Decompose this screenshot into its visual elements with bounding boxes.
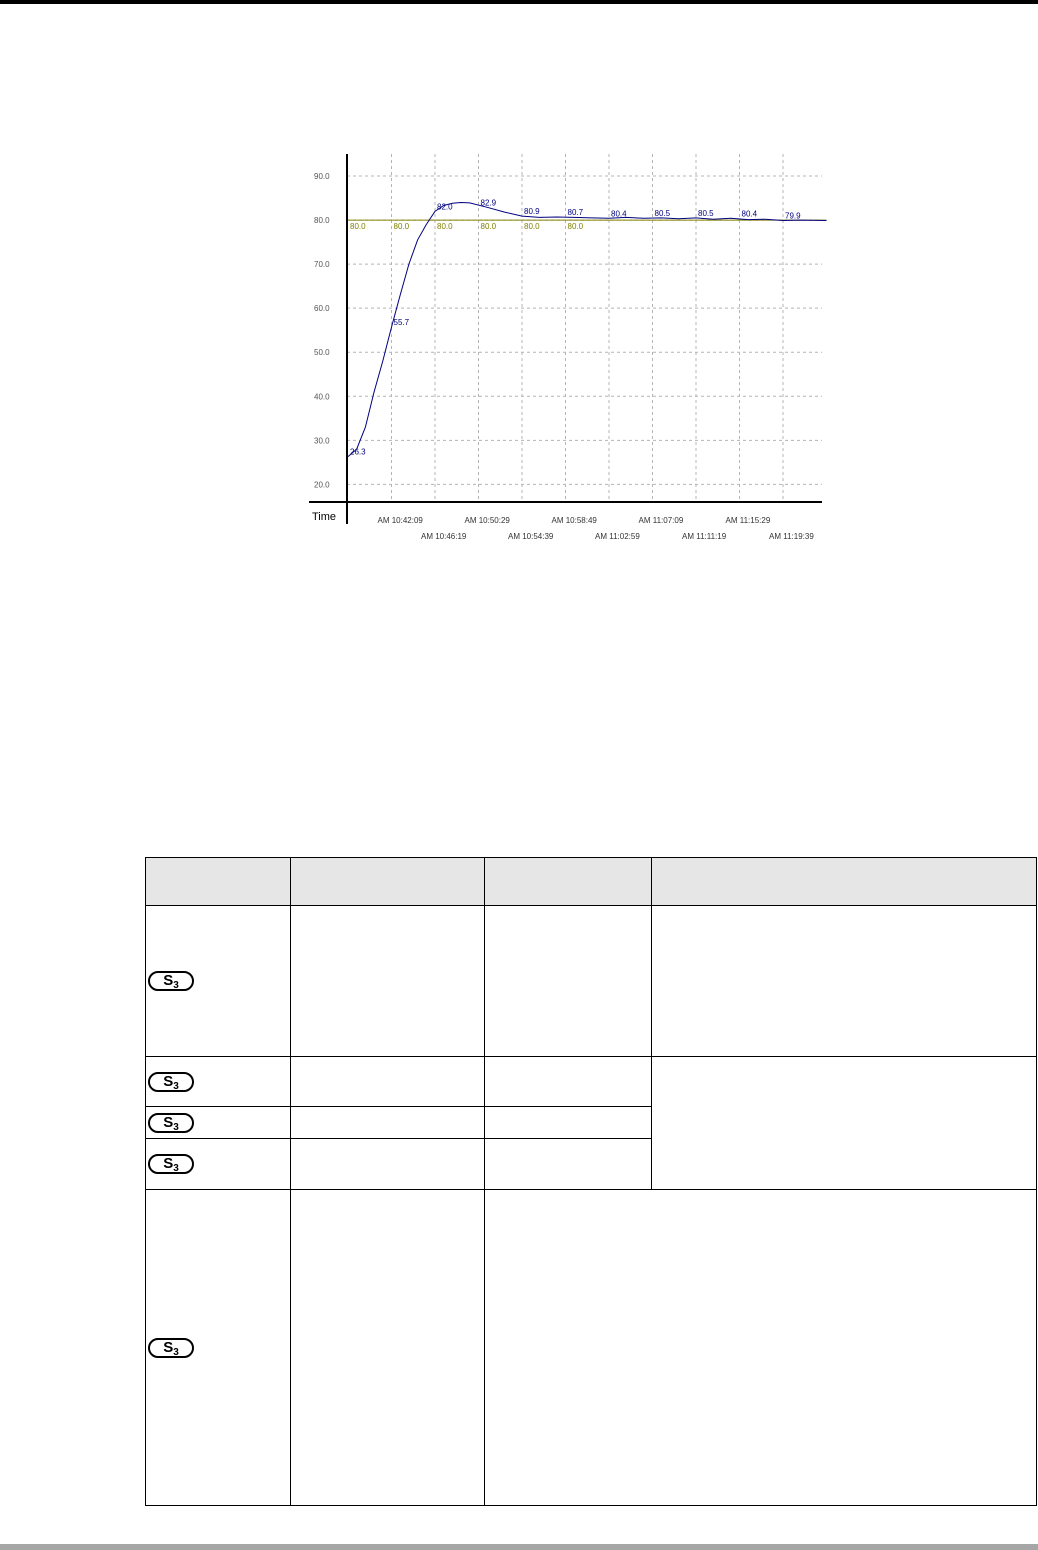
x-tick-label: AM 11:02:59 <box>595 532 640 541</box>
y-tick-label: 30.0 <box>314 436 330 446</box>
table-header-cell <box>652 858 1037 906</box>
table-cell <box>146 1139 291 1190</box>
x-tick-labels <box>378 516 815 541</box>
process-value-label: 55.7 <box>393 318 410 328</box>
table-cell <box>652 906 1037 1057</box>
y-tick-labels <box>314 172 330 489</box>
y-tick-label: 40.0 <box>314 392 330 402</box>
y-tick-label: 70.0 <box>314 260 330 270</box>
y-tick-label: 80.0 <box>314 216 330 226</box>
process-value-label: 80.5 <box>698 208 714 218</box>
table-cell <box>146 1107 291 1139</box>
setpoint-label: 80.0 <box>480 222 497 232</box>
setpoint-label: 80.0 <box>567 222 584 232</box>
table-cell <box>146 906 291 1057</box>
x-tick-label: AM 10:54:39 <box>508 532 554 541</box>
top-rule <box>0 0 1038 4</box>
trend-chart <box>300 150 830 550</box>
setpoint-label: 80.0 <box>350 222 366 232</box>
x-tick-label: AM 11:07:09 <box>638 516 684 525</box>
y-tick-label: 20.0 <box>314 480 330 490</box>
table-cell <box>485 1057 652 1107</box>
y-tick-label: 50.0 <box>314 348 330 358</box>
table-header-cell <box>291 858 485 906</box>
table-cell <box>291 1057 485 1107</box>
chart-grid <box>347 154 822 502</box>
process-value-line <box>348 203 827 457</box>
parameter-table <box>145 857 1037 1506</box>
setpoint-label: 80.0 <box>437 222 453 232</box>
table-cell <box>485 1107 652 1139</box>
process-value-label: 82.9 <box>480 198 497 208</box>
x-axis-label: Time <box>312 511 337 523</box>
process-value-label: 79.9 <box>785 211 801 221</box>
process-value-label: 80.4 <box>741 209 758 219</box>
s3-operand-icon: $S_3$ <box>148 1113 194 1133</box>
table-cell <box>291 906 485 1057</box>
table-header-row <box>146 858 1037 906</box>
setpoint-label: 80.0 <box>524 222 540 232</box>
s3-operand-icon: $S_3$ <box>148 971 194 991</box>
table-row <box>146 1190 1037 1506</box>
process-value-label: 80.4 <box>611 209 627 219</box>
x-tick-label: AM 10:50:29 <box>464 516 510 525</box>
table-row <box>146 906 1037 1057</box>
table-cell <box>291 1107 485 1139</box>
s3-operand-icon: $S_3$ <box>148 1154 194 1174</box>
x-tick-label: AM 11:11:19 <box>682 532 727 541</box>
table-cell <box>291 1139 485 1190</box>
table-cell <box>485 1139 652 1190</box>
process-value-label: 80.5 <box>654 208 671 218</box>
table-header-cell <box>146 858 291 906</box>
data-labels <box>350 198 801 456</box>
x-tick-label: AM 10:46:19 <box>421 532 467 541</box>
process-value-label: 26.3 <box>350 447 366 457</box>
table-cell <box>485 1190 1037 1506</box>
x-tick-label: AM 10:42:09 <box>377 516 423 525</box>
chart-series <box>348 203 827 457</box>
y-tick-label: 60.0 <box>314 304 330 314</box>
x-tick-label: AM 10:58:49 <box>551 516 597 525</box>
table-header-cell <box>485 858 652 906</box>
table-cell <box>291 1190 485 1506</box>
table-cell <box>485 906 652 1057</box>
x-tick-label: AM 11:15:29 <box>725 516 771 525</box>
table-cell <box>652 1057 1037 1190</box>
s3-operand-icon: $S_3$ <box>148 1338 194 1358</box>
bottom-rule <box>0 1544 1038 1550</box>
setpoint-label: 80.0 <box>393 222 410 232</box>
process-value-label: 80.7 <box>567 207 584 217</box>
table-cell <box>146 1190 291 1506</box>
process-value-label: 80.9 <box>524 207 540 217</box>
process-value-label: 82.0 <box>437 202 453 212</box>
table-row <box>146 1057 1037 1107</box>
y-tick-label: 90.0 <box>314 172 330 182</box>
x-tick-label: AM 11:19:39 <box>769 532 814 541</box>
table-cell <box>146 1057 291 1107</box>
s3-operand-icon: $S_3$ <box>148 1072 194 1092</box>
